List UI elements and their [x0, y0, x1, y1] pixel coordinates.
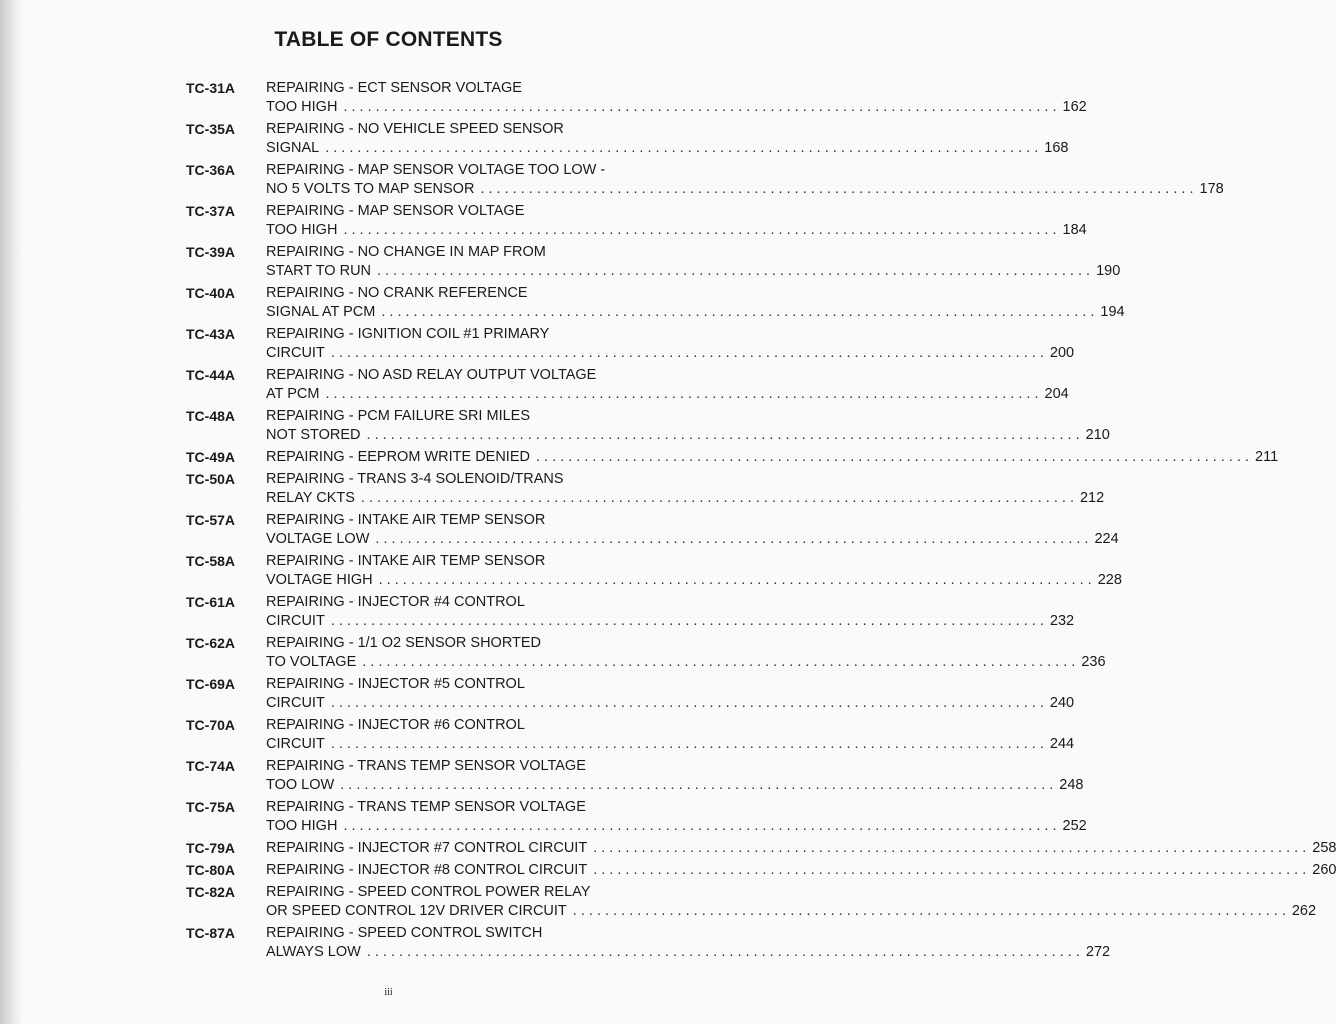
- toc-entry-line: [266, 489, 1104, 508]
- dot-leader: [367, 943, 1080, 962]
- toc-entry-page: 244: [1049, 736, 1075, 752]
- toc-entry: [186, 552, 1122, 590]
- toc-entry-line: [266, 221, 1087, 240]
- toc-entry-line: [266, 593, 1074, 612]
- toc-entry-text: [266, 161, 1224, 199]
- dot-leader: [381, 303, 1094, 322]
- toc-entry: [186, 448, 1279, 467]
- table-of-contents: [186, 79, 1336, 965]
- toc-entry-page: 190: [1096, 263, 1121, 279]
- toc-entry-text: [266, 861, 1336, 880]
- toc-entry-text: [266, 716, 1074, 754]
- toc-entry-page: 232: [1049, 613, 1075, 629]
- toc-entry-code: TC-50A: [186, 471, 236, 487]
- toc-entry-title: CIRCUIT: [266, 345, 325, 361]
- toc-entry: [186, 407, 1110, 445]
- toc-entry: [186, 839, 1336, 858]
- toc-entry-page: 200: [1049, 345, 1075, 361]
- dot-leader: [375, 530, 1088, 549]
- toc-entry-code: TC-44A: [186, 367, 236, 383]
- toc-entry-title: REPAIRING - NO CHANGE IN MAP FROM: [266, 244, 546, 260]
- toc-entry-page: 210: [1085, 427, 1110, 443]
- toc-entry-title: REPAIRING - MAP SENSOR VOLTAGE: [266, 203, 525, 219]
- toc-entry-title: VOLTAGE HIGH: [266, 572, 373, 588]
- toc-entry-page: 262: [1291, 903, 1317, 919]
- toc-entry-page: 260: [1312, 862, 1336, 878]
- toc-entry-title: NO 5 VOLTS TO MAP SENSOR: [266, 181, 475, 197]
- toc-entry-code: TC-31A: [186, 80, 236, 96]
- toc-entry-title: REPAIRING - INJECTOR #4 CONTROL: [266, 594, 525, 610]
- toc-entry-title: SIGNAL AT PCM: [266, 304, 376, 320]
- toc-entry-text: [266, 839, 1336, 858]
- toc-entry-title: REPAIRING - EEPROM WRITE DENIED: [266, 449, 530, 465]
- toc-entry-line: [266, 902, 1316, 921]
- dot-leader: [325, 139, 1038, 158]
- toc-entry-code: TC-48A: [186, 408, 236, 424]
- toc-entry-line: [266, 735, 1074, 754]
- toc-entry: [186, 675, 1075, 713]
- toc-entry: [186, 924, 1111, 962]
- toc-entry-line: [266, 243, 1120, 262]
- toc-entry-title: TO VOLTAGE: [266, 654, 357, 670]
- toc-entry-line: [266, 883, 1316, 902]
- toc-entry-title: CIRCUIT: [266, 613, 325, 629]
- toc-entry: [186, 161, 1224, 199]
- toc-entry: [186, 757, 1084, 795]
- dot-leader: [325, 385, 1038, 404]
- toc-entry-line: [266, 817, 1087, 836]
- dot-leader: [379, 571, 1092, 590]
- toc-entry-title: REPAIRING - NO ASD RELAY OUTPUT VOLTAGE: [266, 367, 597, 383]
- toc-entry-code: TC-82A: [186, 884, 236, 900]
- toc-entry-title: OR SPEED CONTROL 12V DRIVER CIRCUIT: [266, 903, 567, 919]
- toc-entry-page: 252: [1062, 818, 1087, 834]
- toc-entry: [186, 798, 1087, 836]
- toc-entry-page: 204: [1044, 386, 1069, 402]
- toc-entry-code: TC-61A: [186, 594, 236, 610]
- toc-entry-text: [266, 407, 1110, 445]
- toc-entry: [186, 716, 1075, 754]
- toc-entry-line: [266, 344, 1074, 363]
- dot-leader: [343, 817, 1056, 836]
- toc-entry-line: [266, 653, 1106, 672]
- toc-entry-code: TC-75A: [186, 799, 236, 815]
- toc-entry-line: [266, 98, 1087, 117]
- dot-leader: [331, 344, 1044, 363]
- toc-entry-title: REPAIRING - NO CRANK REFERENCE: [266, 285, 528, 301]
- toc-entry-line: [266, 571, 1122, 590]
- toc-entry-code: TC-39A: [186, 244, 236, 260]
- toc-entry-title: REPAIRING - INJECTOR #5 CONTROL: [266, 676, 525, 692]
- toc-entry-page: 248: [1059, 777, 1084, 793]
- dot-leader: [361, 489, 1074, 508]
- toc-entry-code: TC-35A: [186, 121, 236, 137]
- dot-leader: [593, 839, 1306, 858]
- toc-entry-title: VOLTAGE LOW: [266, 531, 370, 547]
- toc-entry-code: TC-36A: [186, 162, 236, 178]
- toc-entry-line: [266, 552, 1122, 571]
- toc-entry-code: TC-43A: [186, 326, 236, 342]
- toc-entry-line: [266, 612, 1074, 631]
- toc-entry-line: [266, 180, 1224, 199]
- toc-entry-line: [266, 407, 1110, 426]
- toc-entry-page: 212: [1079, 490, 1105, 506]
- toc-entry: [186, 366, 1069, 404]
- toc-entry-page: 194: [1100, 304, 1125, 320]
- page-title: TABLE OF CONTENTS: [274, 28, 503, 51]
- toc-entry-page: 168: [1044, 140, 1069, 156]
- toc-entry-page: 258: [1312, 840, 1336, 856]
- toc-entry-page: 162: [1062, 99, 1087, 115]
- toc-entry-line: [266, 694, 1074, 713]
- toc-entry-line: [266, 530, 1119, 549]
- toc-entry-text: [266, 675, 1074, 713]
- toc-entry-page: 211: [1255, 449, 1279, 465]
- toc-entry-title: TOO HIGH: [266, 99, 338, 115]
- dot-leader: [331, 694, 1044, 713]
- toc-entry-title: TOO HIGH: [266, 222, 338, 238]
- toc-entry-line: [266, 161, 1224, 180]
- toc-entry-title: CIRCUIT: [266, 695, 325, 711]
- toc-entry-line: [266, 776, 1083, 795]
- toc-entry-title: REPAIRING - SPEED CONTROL POWER RELAY: [266, 884, 591, 900]
- toc-entry-title: REPAIRING - INJECTOR #6 CONTROL: [266, 717, 525, 733]
- toc-entry-title: REPAIRING - TRANS TEMP SENSOR VOLTAGE: [266, 799, 586, 815]
- toc-entry-line: [266, 385, 1069, 404]
- toc-entry-code: TC-87A: [186, 925, 236, 941]
- toc-entry-line: [266, 634, 1106, 653]
- toc-entry-text: [266, 202, 1087, 240]
- toc-entry-line: [266, 716, 1074, 735]
- toc-entry-code: TC-69A: [186, 676, 236, 692]
- toc-entry-line: [266, 924, 1110, 943]
- toc-entry-line: [266, 470, 1104, 489]
- toc-entry-text: [266, 924, 1110, 962]
- toc-entry-text: [266, 798, 1087, 836]
- toc-entry-code: TC-62A: [186, 635, 236, 651]
- toc-entry: [186, 120, 1069, 158]
- toc-entry-title: REPAIRING - NO VEHICLE SPEED SENSOR: [266, 121, 564, 137]
- toc-entry-text: [266, 552, 1122, 590]
- toc-entry-code: TC-37A: [186, 203, 236, 219]
- dot-leader: [362, 653, 1075, 672]
- toc-entry-line: [266, 675, 1074, 694]
- toc-entry: [186, 79, 1087, 117]
- toc-entry-code: TC-80A: [186, 862, 236, 878]
- toc-entry-line: [266, 325, 1074, 344]
- toc-entry-text: [266, 325, 1074, 363]
- toc-entry-text: [266, 757, 1083, 795]
- toc-entry-page: 184: [1062, 222, 1087, 238]
- toc-entry-code: TC-79A: [186, 840, 236, 856]
- dot-leader: [331, 612, 1044, 631]
- toc-entry-title: CIRCUIT: [266, 736, 325, 752]
- toc-entry-line: [266, 426, 1110, 445]
- toc-entry-line: [266, 798, 1087, 817]
- dot-leader: [573, 902, 1286, 921]
- toc-entry-text: [266, 243, 1120, 281]
- toc-entry-line: [266, 284, 1125, 303]
- toc-entry-text: [266, 448, 1278, 467]
- toc-entry-line: [266, 511, 1119, 530]
- toc-entry-title: SIGNAL: [266, 140, 320, 156]
- toc-entry-title: REPAIRING - INJECTOR #8 CONTROL CIRCUIT: [266, 862, 588, 878]
- toc-entry-title: REPAIRING - INJECTOR #7 CONTROL CIRCUIT: [266, 840, 588, 856]
- dot-leader: [340, 776, 1053, 795]
- dot-leader: [593, 861, 1306, 880]
- toc-entry-page: 178: [1199, 181, 1224, 197]
- toc-entry-text: [266, 366, 1069, 404]
- toc-entry: [186, 593, 1075, 631]
- toc-entry-code: TC-49A: [186, 449, 236, 465]
- toc-entry-title: NOT STORED: [266, 427, 361, 443]
- toc-entry-line: [266, 79, 1087, 98]
- toc-entry-line: [266, 303, 1125, 322]
- toc-entry-text: [266, 79, 1087, 117]
- page-number-footer: iii: [384, 987, 393, 998]
- toc-entry-page: 224: [1094, 531, 1119, 547]
- dot-leader: [480, 180, 1193, 199]
- toc-entry-title: RELAY CKTS: [266, 490, 355, 506]
- toc-entry-line: [266, 757, 1083, 776]
- page-edge-shadow: [0, 0, 22, 1024]
- toc-entry: [186, 511, 1119, 549]
- toc-entry-code: TC-70A: [186, 717, 236, 733]
- dot-leader: [343, 98, 1056, 117]
- toc-entry-line: [266, 839, 1336, 858]
- dot-leader: [536, 448, 1249, 467]
- toc-entry-line: [266, 448, 1278, 467]
- toc-entry-line: [266, 861, 1336, 880]
- toc-entry-title: TOO HIGH: [266, 818, 338, 834]
- toc-entry-title: REPAIRING - INTAKE AIR TEMP SENSOR: [266, 553, 546, 569]
- toc-entry-text: [266, 511, 1119, 549]
- toc-entry-line: [266, 120, 1068, 139]
- toc-entry: [186, 243, 1121, 281]
- toc-entry-code: TC-40A: [186, 285, 236, 301]
- toc-entry-page: 236: [1081, 654, 1106, 670]
- toc-entry-title: REPAIRING - ECT SENSOR VOLTAGE: [266, 80, 522, 96]
- toc-entry-text: [266, 284, 1125, 322]
- toc-entry-title: ALWAYS LOW: [266, 944, 361, 960]
- toc-entry-title: TOO LOW: [266, 777, 335, 793]
- toc-entry-text: [266, 120, 1068, 158]
- dot-leader: [377, 262, 1090, 281]
- toc-entry: [186, 470, 1105, 508]
- toc-entry-title: REPAIRING - SPEED CONTROL SWITCH: [266, 925, 543, 941]
- toc-entry-line: [266, 366, 1069, 385]
- toc-entry-code: TC-74A: [186, 758, 236, 774]
- toc-entry-title: REPAIRING - IGNITION COIL #1 PRIMARY: [266, 326, 550, 342]
- toc-entry-text: [266, 883, 1316, 921]
- toc-entry-page: 240: [1049, 695, 1075, 711]
- toc-entry-title: REPAIRING - MAP SENSOR VOLTAGE TOO LOW -: [266, 162, 606, 178]
- toc-entry: [186, 284, 1125, 322]
- toc-entry-line: [266, 139, 1068, 158]
- toc-entry-title: START TO RUN: [266, 263, 372, 279]
- toc-entry-line: [266, 943, 1110, 962]
- toc-entry-title: REPAIRING - INTAKE AIR TEMP SENSOR: [266, 512, 546, 528]
- toc-entry-text: [266, 634, 1106, 672]
- toc-entry: [186, 883, 1317, 921]
- toc-entry-line: [266, 202, 1087, 221]
- dot-leader: [331, 735, 1044, 754]
- toc-entry-text: [266, 593, 1074, 631]
- dot-leader: [367, 426, 1080, 445]
- toc-entry-code: TC-57A: [186, 512, 236, 528]
- toc-entry-line: [266, 262, 1120, 281]
- toc-entry-title: REPAIRING - TRANS 3-4 SOLENOID/TRANS: [266, 471, 564, 487]
- toc-entry-page: 228: [1097, 572, 1122, 588]
- toc-entry: [186, 634, 1106, 672]
- toc-entry-title: REPAIRING - TRANS TEMP SENSOR VOLTAGE: [266, 758, 586, 774]
- toc-entry-code: TC-58A: [186, 553, 236, 569]
- dot-leader: [343, 221, 1056, 240]
- toc-entry: [186, 202, 1087, 240]
- toc-entry: [186, 325, 1075, 363]
- toc-entry-title: REPAIRING - 1/1 O2 SENSOR SHORTED: [266, 635, 542, 651]
- toc-entry-text: [266, 470, 1104, 508]
- toc-entry-title: REPAIRING - PCM FAILURE SRI MILES: [266, 408, 531, 424]
- toc-entry: [186, 861, 1336, 880]
- toc-entry-page: 272: [1085, 944, 1111, 960]
- toc-entry-title: AT PCM: [266, 386, 320, 402]
